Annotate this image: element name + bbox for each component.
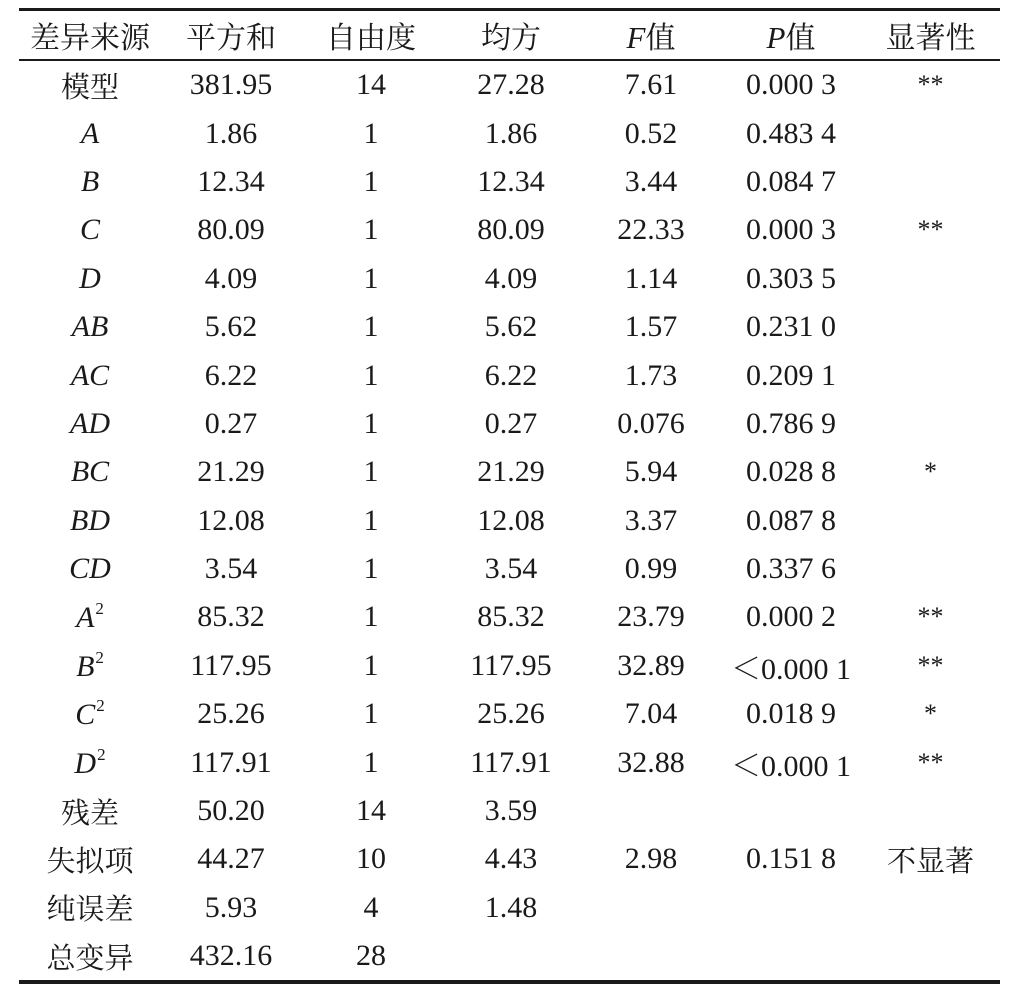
- df-cell: 1: [363, 261, 379, 295]
- significance-cell: [861, 884, 1000, 932]
- factor-label: D: [74, 746, 97, 780]
- p-value-cell: 0.000 3: [746, 213, 836, 247]
- p-value-cell: ＜0.000 1: [731, 652, 851, 686]
- source-cell: [19, 255, 161, 303]
- anova-table-frame: [19, 8, 1000, 984]
- significance-cell: *: [924, 457, 937, 487]
- sum-of-squares-cell: 432.16: [189, 939, 273, 973]
- significance-cell: [861, 303, 1000, 351]
- source-cell: 纯误差: [46, 892, 134, 927]
- factor-label: AD: [70, 406, 110, 440]
- p-value-cell: 0.000 3: [746, 68, 836, 102]
- exponent: 2: [95, 599, 104, 619]
- table-row: [19, 206, 1000, 254]
- mean-square-cell: 3.59: [484, 794, 538, 828]
- factor-label: AC: [70, 358, 110, 392]
- f-value-cell: 7.04: [624, 697, 678, 731]
- df-cell: 1: [363, 455, 379, 489]
- header-sum-of-squares: 平方和: [186, 21, 276, 56]
- header-row: [19, 11, 1000, 59]
- sum-of-squares-cell: 50.20: [197, 794, 265, 828]
- mean-square-cell: 25.26: [477, 697, 545, 731]
- significance-cell: *: [924, 699, 937, 729]
- significance-cell: [861, 932, 1000, 980]
- anova-table: [19, 11, 1000, 980]
- df-cell: 1: [363, 116, 379, 150]
- sum-of-squares-cell: 117.95: [190, 648, 272, 682]
- p-value-cell: ＜0.000 1: [731, 749, 851, 783]
- mean-square-cell: 4.43: [484, 842, 538, 876]
- sum-of-squares-cell: 3.54: [204, 552, 258, 586]
- source-cell: [19, 206, 161, 254]
- sum-of-squares-cell: 12.34: [197, 164, 265, 198]
- significance-cell: **: [917, 747, 944, 777]
- df-cell: 1: [363, 164, 379, 198]
- source-cell: [19, 351, 161, 399]
- header-significance: 显著性: [885, 21, 976, 56]
- f-value-cell: [581, 787, 721, 835]
- source-cell: 残差: [60, 795, 119, 830]
- mean-square-cell: 4.09: [484, 261, 538, 295]
- table-row: [19, 787, 1000, 835]
- df-cell: 14: [356, 794, 386, 828]
- mean-square-cell: 12.34: [477, 164, 545, 198]
- source-cell: [19, 400, 161, 448]
- mean-square-cell: 1.86: [484, 116, 538, 150]
- significance-cell: [861, 400, 1000, 448]
- mean-square-cell: [441, 932, 581, 980]
- mean-square-cell: 21.29: [477, 455, 545, 489]
- p-value-cell: 0.000 2: [746, 600, 836, 634]
- f-value-cell: 5.94: [624, 455, 678, 489]
- header-f-suffix: 值: [645, 21, 676, 56]
- exponent: 2: [95, 647, 104, 667]
- table-row: [19, 61, 1000, 109]
- mean-square-cell: 85.32: [477, 600, 545, 634]
- significance-cell: 不显著: [886, 843, 974, 878]
- table-row: [19, 109, 1000, 157]
- f-value-cell: 22.33: [617, 213, 685, 247]
- df-cell: 28: [356, 939, 386, 973]
- mean-square-cell: 3.54: [484, 552, 538, 586]
- df-cell: 1: [363, 552, 379, 586]
- mean-square-cell: 6.22: [484, 358, 538, 392]
- f-value-cell: 1.57: [624, 310, 678, 344]
- significance-cell: **: [917, 70, 944, 100]
- f-value-cell: 32.88: [617, 745, 685, 779]
- significance-cell: **: [917, 602, 944, 632]
- f-value-cell: 1.73: [624, 358, 678, 392]
- df-cell: 1: [363, 697, 379, 731]
- f-value-cell: 1.14: [624, 261, 678, 295]
- source-cell: 失拟项: [46, 843, 134, 878]
- sum-of-squares-cell: 85.32: [197, 600, 265, 634]
- header-f-value: [581, 11, 721, 59]
- header-p-suffix: 值: [785, 21, 816, 56]
- source-cell: 总变异: [46, 940, 134, 975]
- mean-square-cell: 12.08: [477, 503, 545, 537]
- df-cell: 1: [363, 310, 379, 344]
- exponent: 2: [96, 696, 105, 716]
- header-degrees-of-freedom: 自由度: [326, 21, 416, 56]
- significance-cell: [861, 351, 1000, 399]
- factor-label: D: [79, 261, 101, 295]
- significance-cell: [861, 158, 1000, 206]
- significance-cell: [861, 255, 1000, 303]
- source-cell: [19, 109, 161, 157]
- exponent: 2: [97, 744, 106, 764]
- f-value-cell: 0.076: [617, 406, 685, 440]
- source-cell: 模型: [60, 69, 119, 104]
- df-cell: 1: [363, 503, 379, 537]
- df-cell: 1: [363, 358, 379, 392]
- mean-square-cell: 117.95: [470, 648, 552, 682]
- df-cell: 1: [363, 648, 379, 682]
- p-value-cell: 0.483 4: [746, 116, 836, 150]
- table-row: [19, 545, 1000, 593]
- table-row: [19, 448, 1000, 496]
- p-value-cell: 0.337 6: [746, 552, 836, 586]
- source-cell: [19, 690, 161, 738]
- table-row: [19, 593, 1000, 641]
- factor-label: B: [80, 164, 100, 198]
- sum-of-squares-cell: 44.27: [197, 842, 265, 876]
- sum-of-squares-cell: 5.62: [204, 310, 258, 344]
- f-value-cell: 23.79: [617, 600, 685, 634]
- sum-of-squares-cell: 12.08: [197, 503, 265, 537]
- sum-of-squares-cell: 5.93: [204, 890, 258, 924]
- f-value-cell: 32.89: [617, 648, 685, 682]
- p-value-cell: 0.786 9: [746, 406, 836, 440]
- header-p-value: [721, 11, 861, 59]
- factor-label: BD: [70, 503, 110, 537]
- table-row: [19, 303, 1000, 351]
- table-row: [19, 932, 1000, 980]
- p-value-cell: 0.087 8: [746, 503, 836, 537]
- significance-cell: [861, 787, 1000, 835]
- df-cell: 1: [363, 600, 379, 634]
- p-value-cell: 0.303 5: [746, 261, 836, 295]
- table-row: [19, 884, 1000, 932]
- table-row: [19, 400, 1000, 448]
- source-cell: [19, 448, 161, 496]
- table-row: [19, 255, 1000, 303]
- source-cell: [19, 545, 161, 593]
- table-row: [19, 738, 1000, 786]
- p-value-cell: 0.028 8: [746, 455, 836, 489]
- mean-square-cell: 1.48: [484, 890, 538, 924]
- source-cell: [19, 158, 161, 206]
- p-value-cell: 0.209 1: [746, 358, 836, 392]
- source-cell: [19, 303, 161, 351]
- f-value-cell: 0.99: [624, 552, 678, 586]
- factor-label: A: [76, 601, 95, 635]
- table-row: [19, 158, 1000, 206]
- mean-square-cell: 80.09: [477, 213, 545, 247]
- mean-square-cell: 117.91: [470, 745, 552, 779]
- f-value-cell: [581, 884, 721, 932]
- significance-cell: [861, 497, 1000, 545]
- sum-of-squares-cell: 117.91: [190, 745, 272, 779]
- significance-cell: **: [917, 215, 944, 245]
- sum-of-squares-cell: 0.27: [204, 406, 258, 440]
- sum-of-squares-cell: 80.09: [197, 213, 265, 247]
- mean-square-cell: 5.62: [484, 310, 538, 344]
- factor-label: C: [75, 698, 96, 732]
- f-value-cell: 0.52: [624, 116, 678, 150]
- f-value-cell: 3.44: [624, 164, 678, 198]
- f-value-cell: 7.61: [624, 68, 678, 102]
- df-cell: 1: [363, 213, 379, 247]
- factor-label: BC: [70, 455, 110, 489]
- factor-label: AB: [71, 310, 109, 344]
- p-value-cell: [721, 884, 861, 932]
- source-cell: [19, 738, 161, 786]
- sum-of-squares-cell: 4.09: [204, 261, 258, 295]
- df-cell: 4: [363, 890, 379, 924]
- significance-cell: [861, 109, 1000, 157]
- f-value-cell: 2.98: [624, 842, 678, 876]
- table-row: [19, 351, 1000, 399]
- header-p-letter: P: [766, 20, 786, 55]
- p-value-cell: [721, 932, 861, 980]
- sum-of-squares-cell: 6.22: [204, 358, 258, 392]
- p-value-cell: 0.231 0: [746, 310, 836, 344]
- table-row: [19, 690, 1000, 738]
- header-f-letter: F: [626, 20, 646, 55]
- p-value-cell: 0.018 9: [746, 697, 836, 731]
- p-value-cell: [721, 787, 861, 835]
- significance-cell: [861, 545, 1000, 593]
- table-row: [19, 497, 1000, 545]
- f-value-cell: 3.37: [624, 503, 678, 537]
- mean-square-cell: 27.28: [477, 68, 545, 102]
- source-cell: [19, 497, 161, 545]
- bottom-rule: [19, 980, 1000, 984]
- df-cell: 14: [356, 68, 386, 102]
- source-cell: [19, 593, 161, 641]
- factor-label: C: [79, 213, 100, 247]
- sum-of-squares-cell: 21.29: [197, 455, 265, 489]
- header-mean-square: 均方: [481, 21, 541, 56]
- df-cell: 1: [363, 406, 379, 440]
- f-value-cell: [581, 932, 721, 980]
- df-cell: 1: [363, 745, 379, 779]
- factor-label: CD: [69, 552, 111, 586]
- factor-label: A: [80, 116, 100, 150]
- source-cell: [19, 642, 161, 690]
- sum-of-squares-cell: 1.86: [204, 116, 258, 150]
- table-row: [19, 835, 1000, 883]
- header-source: 差异来源: [30, 21, 150, 56]
- sum-of-squares-cell: 25.26: [197, 697, 265, 731]
- df-cell: 10: [356, 842, 386, 876]
- p-value-cell: 0.084 7: [746, 164, 836, 198]
- sum-of-squares-cell: 381.95: [189, 68, 273, 102]
- significance-cell: **: [917, 650, 944, 680]
- table-row: [19, 642, 1000, 690]
- factor-label: B: [76, 649, 95, 683]
- mean-square-cell: 0.27: [484, 406, 538, 440]
- p-value-cell: 0.151 8: [746, 842, 836, 876]
